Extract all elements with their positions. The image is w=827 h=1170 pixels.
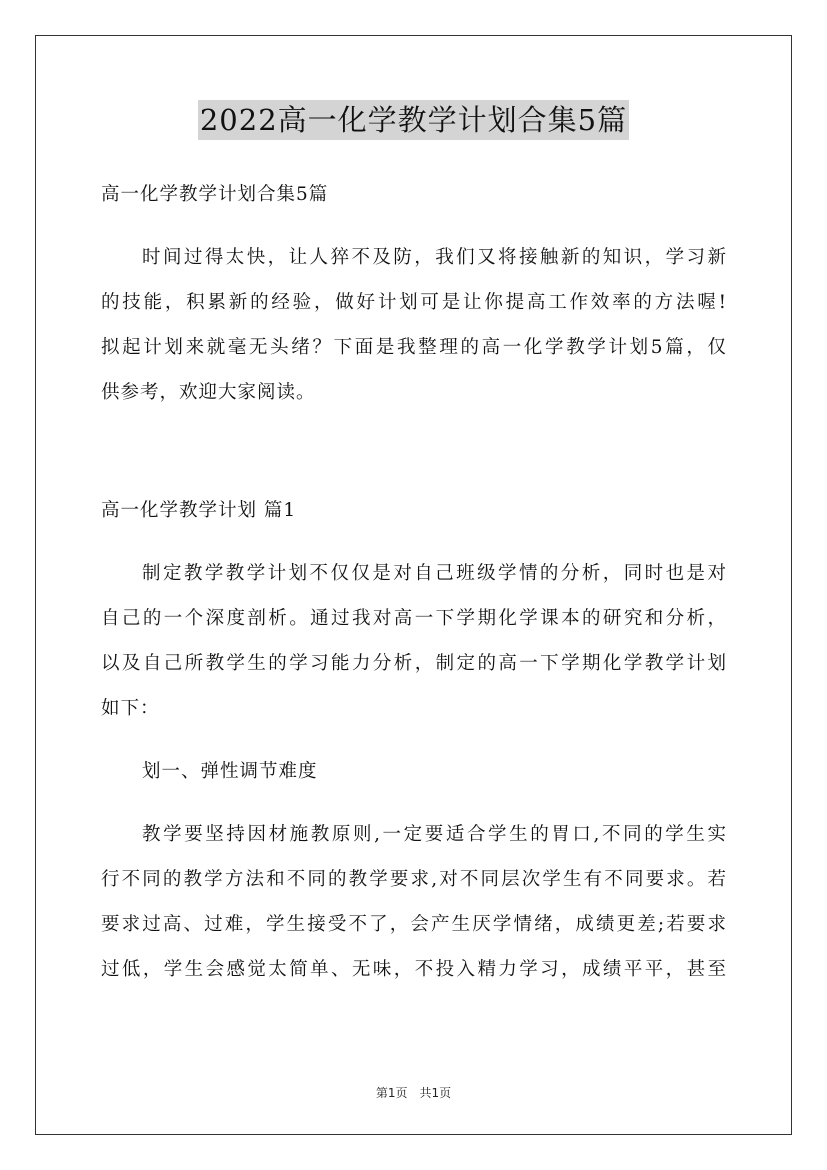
- paragraph-line: 行不同的教学方法和不同的教学要求,对不同层次学生有不同要求。若: [101, 869, 727, 890]
- page-footer: [0, 1085, 827, 1101]
- paragraph-line: 供参考，欢迎大家阅读。: [101, 382, 316, 403]
- section1-paragraph-2: [101, 812, 727, 992]
- paragraph-line: 制定教学教学计划不仅仅是对自己班级学情的分析，同时也是对: [142, 563, 727, 584]
- document-body: [101, 172, 727, 992]
- paragraph-line: 要求过高、过难，学生接受不了，会产生厌学情绪，成绩更差;若要求: [101, 914, 727, 935]
- paragraph-line: 如下：: [101, 698, 160, 719]
- document-subtitle: 高一化学教学计划合集5篇: [101, 184, 329, 205]
- paragraph-line: 以及自己所教学生的学习能力分析，制定的高一下学期化学教学计划: [101, 653, 727, 674]
- subheading: 划一、弹性调节难度: [142, 761, 318, 782]
- section1-paragraph: [101, 551, 727, 731]
- paragraph-line: 时间过得太快，让人猝不及防，我们又将接触新的知识，学习新: [142, 247, 727, 268]
- section-heading: 高一化学教学计划 篇1: [101, 500, 297, 521]
- document-title: 2022高一化学教学计划合集5篇: [198, 100, 629, 140]
- paragraph-line: 过低，学生会感觉太简单、无味，不投入精力学习，成绩平平，甚至: [101, 959, 727, 980]
- page-number: 第1页 共1页: [375, 1086, 452, 1100]
- paragraph-line: 教学要坚持因材施教原则,一定要适合学生的胃口,不同的学生实: [142, 824, 727, 845]
- paragraph-line: 拟起计划来就毫无头绪？下面是我整理的高一化学教学计划5篇，仅: [101, 337, 727, 358]
- paragraph-line: 自己的一个深度剖析。通过我对高一下学期化学课本的研究和分析，: [101, 608, 727, 629]
- intro-paragraph: [101, 235, 727, 415]
- title-area: [0, 100, 827, 140]
- paragraph-line: 的技能，积累新的经验，做好计划可是让你提高工作效率的方法喔!: [101, 292, 727, 313]
